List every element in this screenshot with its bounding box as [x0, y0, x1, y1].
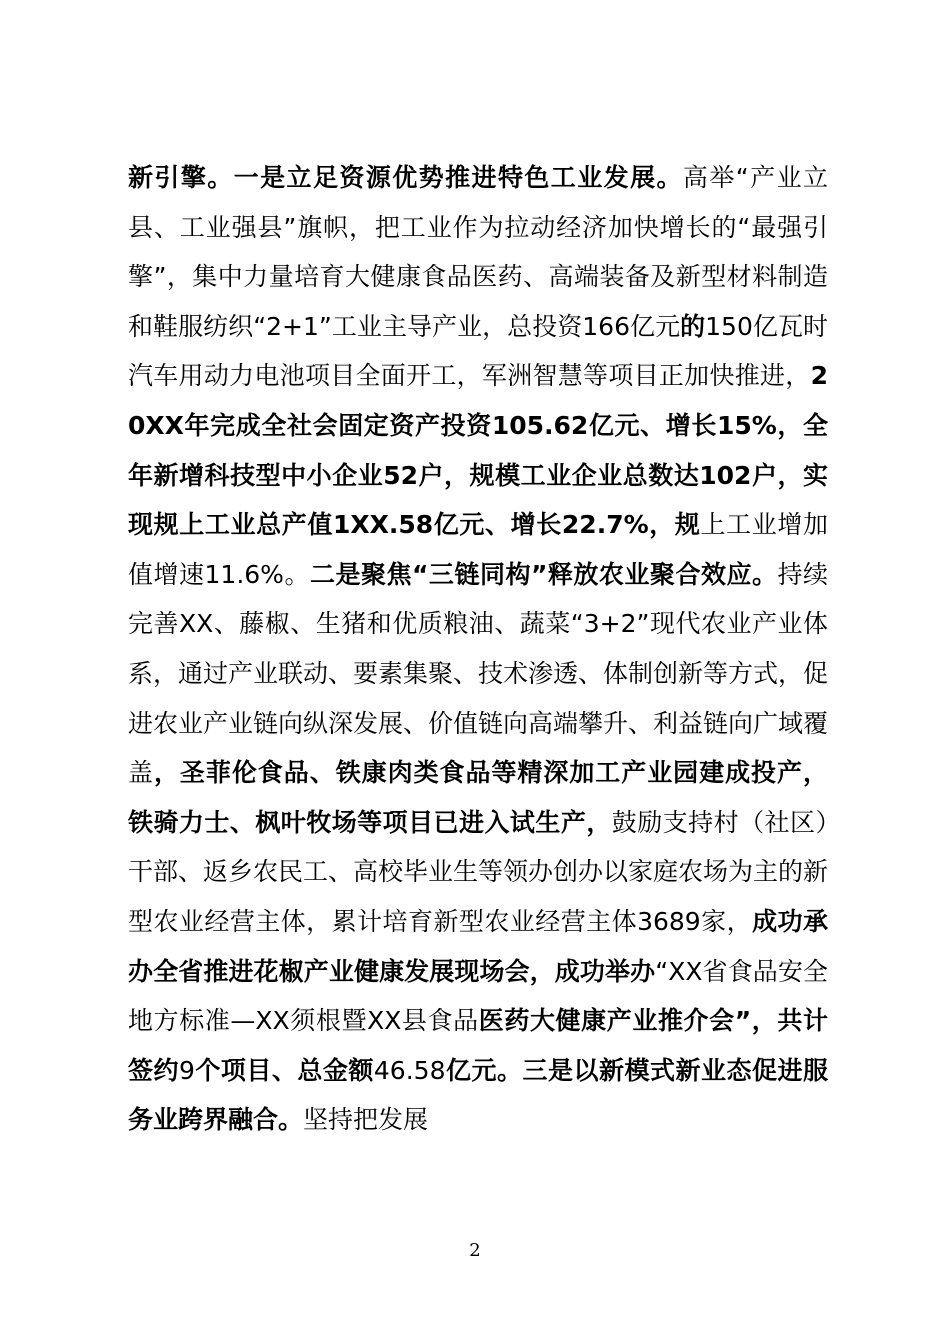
text-segment: 9 [179, 1055, 195, 1085]
body-paragraph [128, 153, 828, 1145]
text-segment: 坚持把发展 [303, 1105, 429, 1135]
text-segment: ，圣菲伦食品、铁康肉类食品等精深加工产业园建成投产，铁骑力士、枫叶牧场等项目已进入试生产， [128, 758, 828, 837]
text-segment: 二是聚焦“三链同构”释放农业聚合效应。 [309, 559, 778, 589]
text-segment: 个项目、总金额 [194, 1055, 374, 1085]
text-segment: 持续完善XX、藤椒、生猪和优质粮油、蔬菜“3+2”现代农业产业体系，通过产业联动、要素集聚、技术渗透、体制创新等方式，促进农业产业链向纵深发展、价值链向高端攀升、利益链向广域覆盖 [128, 559, 829, 788]
text-segment: “XX省食品安全地方标准—XX须根暨XX县食品 [128, 956, 828, 1036]
page-number: 2 [469, 1240, 481, 1261]
text-segment: 高举“产业立县、工业强县”旗帜，把工业作为拉动经济加快增长的“最强引擎”，集中力量培育大健康食品医药、高端装备及新型材料制造和鞋服纺织“2+1”工业主导产业，总投资166亿元 [128, 163, 828, 341]
text-segment: 150亿瓦时汽车用动力电池项目全面开工，军洲智慧等项目正加快推进， [128, 311, 828, 391]
text-segment: 上工业增加值增速11.6%。 [128, 510, 828, 589]
text-segment: 医药大健康产业推介会”，共计签约 [128, 1006, 828, 1085]
text-segment: 亿元。三是 [445, 1055, 574, 1085]
text-segment: 新引擎。一是立足资源优势推进特色工业发展。 [128, 163, 683, 192]
text-segment: 以新模式新业态促进服务业跨界融合。 [128, 1055, 828, 1135]
text-segment: 成功承办全省推进花椒产业健康发展现场会，成功举办 [128, 906, 828, 986]
text-segment: 的 [680, 311, 706, 341]
text-segment: 鼓励支持村（社区）干部、返乡农民工、高校毕业生等领办创办以家庭农场为主的新型农业经营主体，累计培育新型农业经营主体3689家， [128, 807, 829, 936]
text-segment: 46.58 [373, 1055, 446, 1085]
text-segment: 20XX年完成全社会固定资产投资105.62亿元、增长15%，全年新增科技型中小企业52户，规模工业企业总数达102户，实现规上工业总产值1XX.58亿元、增长22.7%，规 [128, 361, 828, 540]
